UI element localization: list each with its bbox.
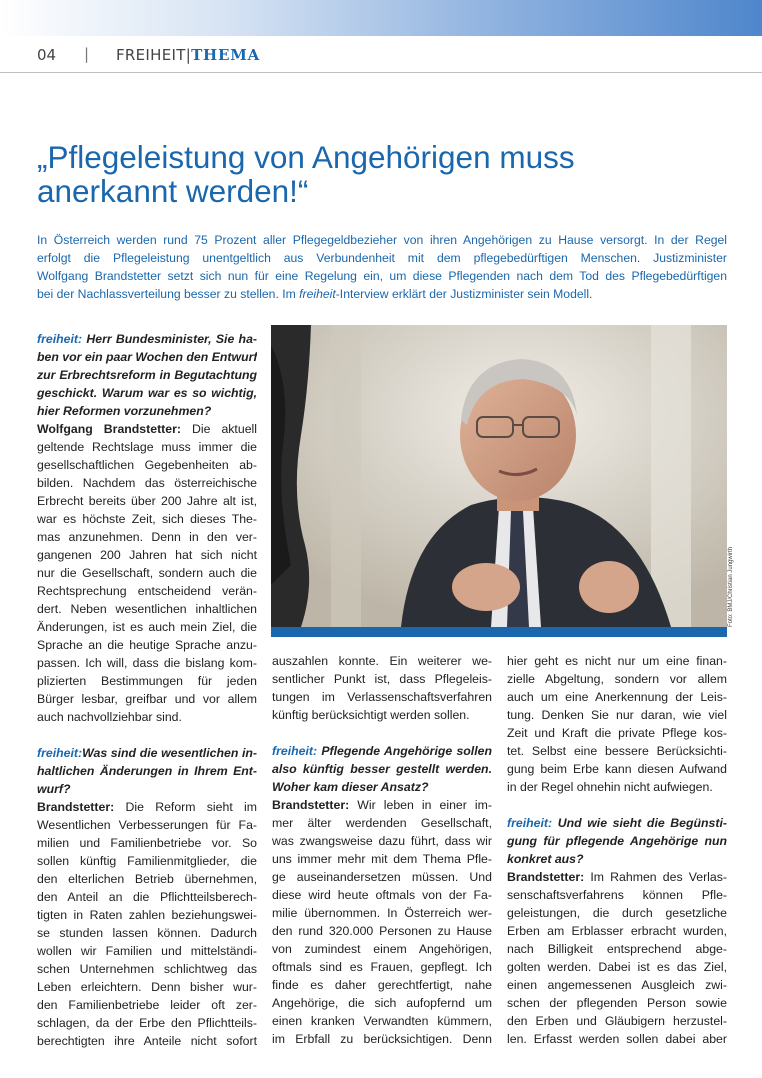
question-line: freiheit: Herr Bundesminister, Sie ha- xyxy=(37,332,257,346)
answer-line: len. Erfasst werden sollen dabei aber xyxy=(507,1032,727,1046)
answer-line: den Familienbetriebe leider oft zer- xyxy=(37,998,257,1012)
answer-line: Brandstetter: Wir leben in einer im- xyxy=(272,798,492,812)
photo-credit: Foto: BMJ/Christian Jungwirth xyxy=(728,546,734,627)
answer-line: dert. Neben wesentlichen inhaltlichen xyxy=(37,602,257,616)
answer-line: diese wird heute oftmals von der Fa- xyxy=(272,888,492,902)
answer-line: hier geht es nicht nur um eine finan- xyxy=(507,654,727,668)
answer-line: künftig berücksichtigt werden sollen. xyxy=(272,708,470,722)
question-line: wurf? xyxy=(37,782,71,796)
question-line: also künftig besser gestellt werden. xyxy=(272,762,492,776)
speaker-name: Wolfgang Brandstetter: xyxy=(37,422,181,436)
speaker-name: Brandstetter: xyxy=(37,800,115,814)
answer-line: gesellschaftlichen Gegebenheiten ab- xyxy=(37,458,257,472)
answer-line: golten werden. Dabei ist es das Ziel, xyxy=(507,960,727,974)
question-line: Woher kam dieser Ansatz? xyxy=(272,780,429,794)
answer-line: einen kranken Verwandten kümmern, xyxy=(272,1014,492,1028)
lead-line: erfolgt die Pflegeleistung unentgeltlich aus Verbundenheit mit dem pflegebedürftigen Menschen. Justizminister xyxy=(37,251,727,265)
answer-line: tungen im Verlassenschaftsverfahren xyxy=(272,690,492,704)
section-label: FREIHEIT|THEMA xyxy=(116,46,261,64)
question-line: hier Reformen vorzunehmen? xyxy=(37,404,212,418)
answer-line: Rechtsprechung entscheidend verän- xyxy=(37,584,257,598)
answer-line: Bürger lesbar, greifbar und vor allem xyxy=(37,692,257,706)
magazine-name: freiheit xyxy=(299,287,336,301)
answer-line: milien und Familienbetriebe vor. So xyxy=(37,836,257,850)
answer-line: Sprache an die heutige Sprache anzu- xyxy=(37,638,257,652)
answer-line: in der Regel ohnehin nicht aufwiegen. xyxy=(507,780,713,794)
answer-line: berechtigten ihre Anteile nicht sofort xyxy=(37,1034,257,1048)
answer-line: was zwangsweise dazu führt, dass wir xyxy=(272,834,492,848)
speaker-name: Brandstetter: xyxy=(272,798,350,812)
lead-line: In Österreich werden rund 75 Prozent aller Pflegegeldbezieher von ihren Angehörigen zu Hause versorgt. In der Regel xyxy=(37,233,727,247)
answer-line: einen angemessenen Ausgleich zwi- xyxy=(507,978,727,992)
answer-line: finde es daher gerechtfertigt, nahe xyxy=(272,978,492,992)
section-name: FREIHEIT xyxy=(116,46,186,64)
answer-line: ge auseinandersetzen müssen. Und xyxy=(272,870,492,884)
answer-line: milie übernommen. In Österreich wer- xyxy=(272,906,492,920)
question-line: haltlichen Änderungen in Ihrem Ent- xyxy=(37,764,257,778)
answer-line: Brandstetter: Die Reform sieht im xyxy=(37,800,257,814)
answer-line: gung beim Erbe kann diesen Aufwand xyxy=(507,762,727,776)
answer-line: auch nachvollziehbar sind. xyxy=(37,710,182,724)
answer-line: Brandstetter: Im Rahmen des Verlas- xyxy=(507,870,727,884)
paragraph-gap xyxy=(272,724,492,742)
text-column-3 xyxy=(507,652,727,1048)
paragraph-gap xyxy=(507,796,727,814)
answer-line: war es höchste Zeit, sich dieses The- xyxy=(37,512,257,526)
answer-line: im Erbfall zu berücksichtigen. Denn xyxy=(272,1032,492,1046)
answer-line: mas anzunehmen. Denn in den ver- xyxy=(37,530,257,544)
answer-line: gangenen 200 Jahren hat sich nicht xyxy=(37,548,257,562)
answer-line: auch um eine Anerkennung der Leis- xyxy=(507,690,727,704)
answer-line: schen Unternehmen schlichtweg das xyxy=(37,962,257,976)
answer-line: Leben erleichtern. Denn bisher wur- xyxy=(37,980,257,994)
lead-line: bei der Nachlassverteilung besser zu stellen. Im freiheit-Interview erklärt der Justizminister sein Modell. xyxy=(37,287,593,301)
answer-line: schlagen, da der Erbe den Pflichtteils- xyxy=(37,1016,257,1030)
answer-line: geleistungen, die durch gesetzliche xyxy=(507,906,727,920)
answer-line: Erbrecht bereits über 200 Jahre alt ist, xyxy=(37,494,257,508)
title-line: „Pflegeleistung von Angehörigen muss xyxy=(37,139,575,175)
speaker-name: Brandstetter: xyxy=(507,870,585,884)
text-column-2 xyxy=(272,652,492,1048)
answer-line: geltende Rechtslage muss immer die xyxy=(37,440,257,454)
subsection-name: THEMA xyxy=(191,46,261,64)
question-line: freiheit: Und wie sieht die Begünsti- xyxy=(507,816,727,830)
article-lead xyxy=(37,231,727,303)
paragraph-gap xyxy=(37,726,257,744)
minister-photo-illustration xyxy=(271,325,727,627)
photo-accent-bar xyxy=(271,627,727,637)
answer-line: bilden. Nachdem das österreichische xyxy=(37,476,257,490)
answer-line: zielle Abgeltung, sondern vor allem xyxy=(507,672,727,686)
answer-line: Erben am Erblasser erbracht wurden, xyxy=(507,924,727,938)
page-header xyxy=(0,36,762,73)
answer-line: sentlicher Punkt ist, dass Pflegeleis- xyxy=(272,672,492,686)
question-line: zur Erbrechtsreform in Begutachtung xyxy=(37,368,257,382)
answer-line: Zeit und Kraft die private Pflege kos- xyxy=(507,726,727,740)
header-separator: | xyxy=(84,45,90,63)
answer-line: schen der pflegenden Person sowie xyxy=(507,996,727,1010)
answer-line: den elterlichen Betrieb übernehmen, xyxy=(37,872,257,886)
answer-line: Änderungen, ist es auch mein Ziel, die xyxy=(37,620,257,634)
question-line: freiheit: Pflegende Angehörige sollen xyxy=(272,744,492,758)
question-line: gung für pflegende Angehörige nun xyxy=(507,834,727,848)
answer-line: mer älter werdenden Gesellschaft, xyxy=(272,816,492,830)
answer-line: passen. Ich will, dass die bislang kom- xyxy=(37,656,257,670)
lead-line: Wolfgang Brandstetter setzt sich nun für eine Regelung ein, um diese Pflegenden nach dem Tod des Pflegebedürftigen xyxy=(37,269,727,283)
answer-line: tet. Selbst eine bessere Berücksichti- xyxy=(507,744,727,758)
answer-line: wollen wir Familien und mittelständi- xyxy=(37,944,257,958)
question-line: konkret aus? xyxy=(507,852,584,866)
answer-line: oftmals sind es Frauen, gepflegt. Ich xyxy=(272,960,492,974)
answer-line: tigten in Raten zahlen beziehungswei- xyxy=(37,908,257,922)
answer-line: se stunden lassen können. Dadurch xyxy=(37,926,257,940)
answer-line: nach Billigkeit entsprechend abge- xyxy=(507,942,727,956)
answer-line: von zumindest einem Angehörigen, xyxy=(272,942,492,956)
text-column-1 xyxy=(37,330,257,1050)
answer-line: uns immer mehr mit dem Thema Pfle- xyxy=(272,852,492,866)
title-line: anerkannt werden!“ xyxy=(37,173,309,209)
page-number: 04 xyxy=(37,46,57,64)
question-line: geschickt. Warum war es so wichtig, xyxy=(37,386,257,400)
answer-line: tung. Denken Sie nur daran, wie viel xyxy=(507,708,727,722)
article-photo xyxy=(271,325,727,627)
answer-line: den rund 320.000 Personen zu Hause xyxy=(272,924,492,938)
article-title xyxy=(37,140,737,208)
answer-line: nur die Gesellschaft, sondern auch die xyxy=(37,566,257,580)
top-gradient-bar xyxy=(0,0,762,36)
answer-line: Wolfgang Brandstetter: Die aktuell xyxy=(37,422,257,436)
answer-line: auszahlen konnte. Ein weiterer we- xyxy=(272,654,492,668)
answer-line: sollen künftig Familienmitglieder, die xyxy=(37,854,257,868)
answer-line: plizierten Bestimmungen für jeden xyxy=(37,674,257,688)
answer-line: den Erben und Gläubigern herzustel- xyxy=(507,1014,727,1028)
answer-line: Wesentlichen Verbesserungen für Fa- xyxy=(37,818,257,832)
answer-line: Angehörige, die sich aufopfernd um xyxy=(272,996,492,1010)
answer-line: den Anteil an die Pflichtteilsberech- xyxy=(37,890,257,904)
question-line: ben vor ein paar Wochen den Entwurf xyxy=(37,350,257,364)
answer-line: senschaftsverfahrens können Pfle- xyxy=(507,888,727,902)
question-line: freiheit:Was sind die wesentlichen in- xyxy=(37,746,257,760)
